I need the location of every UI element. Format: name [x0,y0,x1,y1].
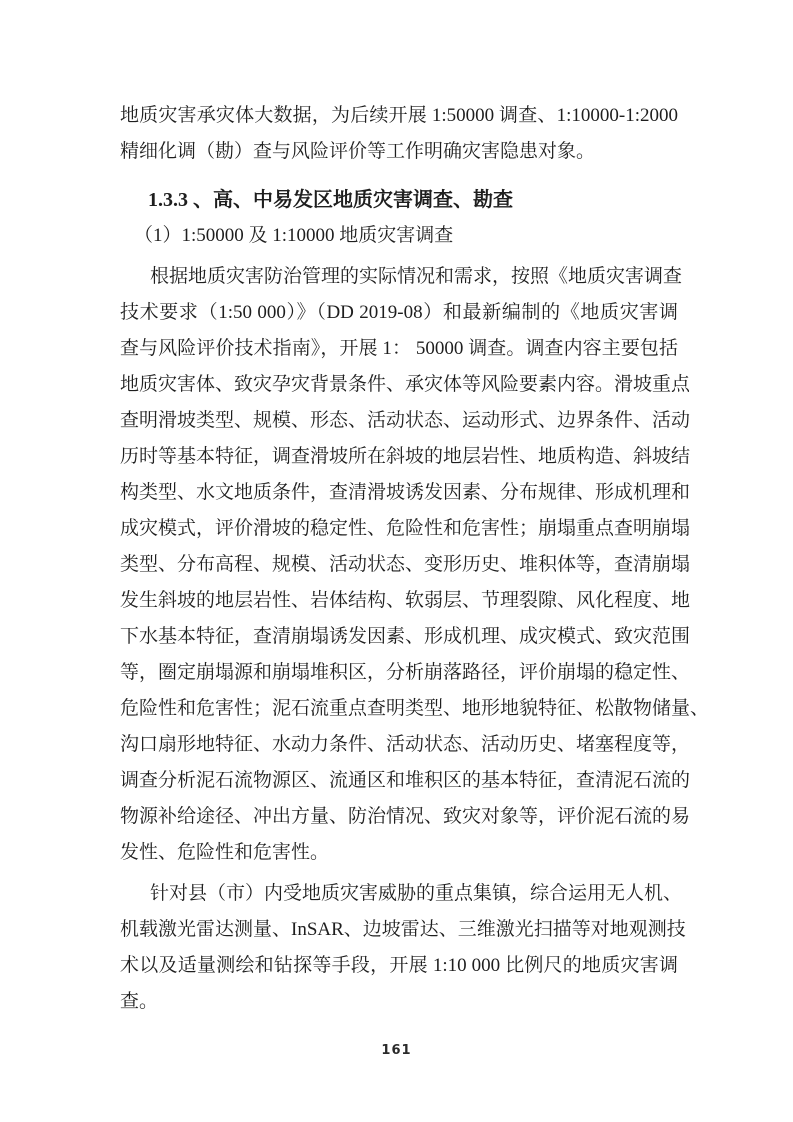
paragraph-line: 精细化调（勘）查与风险评价等工作明确灾害隐患对象。 [120,141,596,162]
paragraph-line: 查明滑坡类型、规模、形态、活动状态、运动形式、边界条件、活动 [120,410,691,431]
heading-line: 1.3.3 、高、中易发区地质灾害调查、勘查 [148,189,513,211]
paragraph-line: 历时等基本特征，调查滑坡所在斜坡的地层岩性、地质构造、斜坡结 [120,446,691,467]
paragraph-line: 成灾模式，评价滑坡的稳定性、危险性和危害性；崩塌重点查明崩塌 [120,518,691,539]
intro-paragraph-continuation [120,98,678,170]
paragraph-line: 构类型、水文地质条件，查清滑坡诱发因素、分布规律、形成机理和 [120,482,691,503]
subheading-line: （1）1:50000 及 1:10000 地质灾害调查 [134,225,454,246]
document-content [120,98,710,1020]
paragraph-line: 沟口扇形地特征、水动力条件、活动状态、活动历史、堵塞程度等， [120,734,691,755]
paragraph-line: 等，圈定崩塌源和崩塌堆积区，分析崩落路径，评价崩塌的稳定性、 [120,662,691,683]
clause-subheading-1 [120,218,678,254]
paragraph-line: 下水基本特征，查清崩塌诱发因素、形成机理、成灾模式、致灾范围 [120,626,691,647]
page-number: 161 [381,1043,412,1058]
paragraph-line: 术以及适量测绘和钻探等手段，开展 1:10 000 比例尺的地质灾害调 [120,955,678,976]
paragraph-line: 物源补给途径、冲出方量、防治情况、致灾对象等，评价泥石流的易 [120,806,691,827]
key-town-survey-paragraph [120,876,686,1020]
paragraph-line: 地质灾害体、致灾孕灾背景条件、承灾体等风险要素内容。滑坡重点 [120,374,691,395]
paragraph-line: 类型、分布高程、规模、活动状态、变形历史、堆积体等，查清崩塌 [120,554,691,575]
paragraph-line: 机载激光雷达测量、InSAR、边坡雷达、三维激光扫描等对地观测技 [120,919,686,940]
paragraph-line: 针对县（市）内受地质灾害威胁的重点集镇，综合运用无人机、 [150,883,683,904]
section-heading-1-3-3 [120,182,678,218]
paragraph-line: 危险性和危害性；泥石流重点查明类型、地形地貌特征、松散物储量、 [120,698,710,719]
paragraph-line: 根据地质灾害防治管理的实际情况和需求，按照《地质灾害调查 [150,266,683,287]
paragraph-line: 发生斜坡的地层岩性、岩体结构、软弱层、节理裂隙、风化程度、地 [120,590,691,611]
survey-content-paragraph [120,259,710,871]
paragraph-line: 地质灾害承灾体大数据，为后续开展 1:50000 调查、1:10000-1:2000 [120,105,678,126]
paragraph-line: 查与风险评价技术指南》，开展 1： 50000 调查。调查内容主要包括 [120,338,678,359]
paragraph-line: 技术要求（1:50 000）》（DD 2019-08）和最新编制的《地质灾害调 [120,302,678,323]
paragraph-line: 调查分析泥石流物源区、流通区和堆积区的基本特征，查清泥石流的 [120,770,691,791]
paragraph-line: 发性、危险性和危害性。 [120,842,330,863]
paragraph-line: 查。 [120,991,159,1012]
